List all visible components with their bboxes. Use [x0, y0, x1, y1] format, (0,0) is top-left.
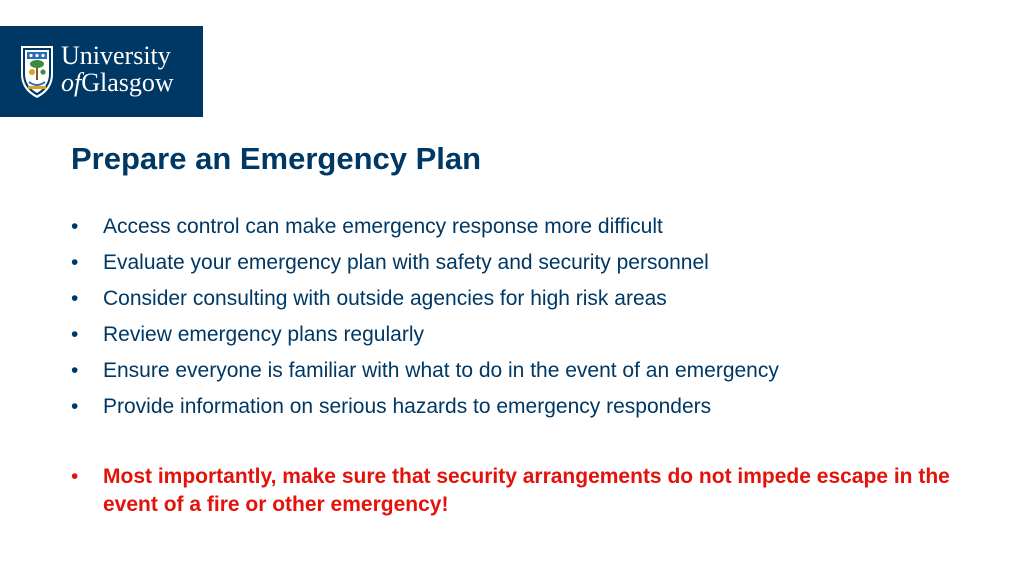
bullet-glyph: • — [71, 465, 79, 488]
bullet-glyph: • — [71, 215, 79, 238]
important-note-list — [71, 463, 951, 519]
slide-title: Prepare an Emergency Plan — [71, 141, 482, 176]
bullet-item — [71, 248, 971, 284]
university-crest-icon — [19, 44, 55, 100]
bullet-list — [71, 212, 971, 428]
bullet-item — [71, 320, 971, 356]
wordmark-glasgow: Glasgow — [81, 68, 174, 97]
bullet-text: Provide information on serious hazards to emergency responders — [103, 395, 712, 418]
bullet-glyph: • — [71, 287, 79, 310]
bullet-item — [71, 212, 971, 248]
bullet-glyph: • — [71, 395, 79, 418]
important-note — [71, 463, 951, 519]
wordmark-of: of — [61, 68, 82, 97]
bullet-text: Access control can make emergency response more difficult — [103, 215, 663, 238]
bullet-text: Consider consulting with outside agencies for high risk areas — [103, 287, 667, 310]
bullet-text: Ensure everyone is familiar with what to do in the event of an emergency — [103, 359, 779, 382]
bullet-text: Review emergency plans regularly — [103, 323, 424, 346]
bullet-glyph: • — [71, 359, 79, 382]
university-wordmark — [61, 43, 174, 96]
bullet-glyph: • — [71, 323, 79, 346]
wordmark-line1: University — [61, 41, 171, 70]
important-note-text: Most importantly, make sure that security arrangements do not impede escape in the event of a fire or other emergency! — [103, 465, 950, 516]
bullet-text: Evaluate your emergency plan with safety and security personnel — [103, 251, 709, 274]
university-logo — [0, 26, 203, 117]
bullet-item — [71, 392, 971, 428]
bullet-item — [71, 284, 971, 320]
bullet-item — [71, 356, 971, 392]
wordmark-line2 — [61, 70, 174, 96]
bullet-glyph: • — [71, 251, 79, 274]
